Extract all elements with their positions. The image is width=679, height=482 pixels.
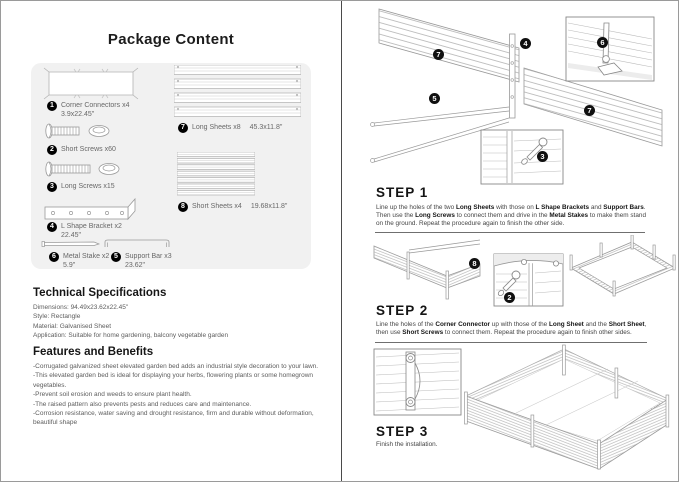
item-label: Metal Stake x2	[63, 253, 110, 260]
spec-line: Dimensions: 94.49x23.62x22.45"	[33, 304, 129, 311]
short-sheets-drawing	[177, 152, 255, 197]
item-number-badge: 5	[111, 252, 121, 262]
step2-heading: STEP 2	[376, 303, 429, 318]
item-label: Corner Connectors x4	[61, 102, 130, 109]
technical-specifications-section	[33, 287, 323, 341]
item-number-badge: 7	[178, 123, 188, 133]
item-dims: 23.62"	[125, 262, 146, 269]
feature-line: -Prevent soil erosion and weeds to ensure plant health.	[33, 391, 192, 399]
item-dims: 19.68x11.8"	[250, 203, 288, 210]
step2-text: Line the holes of the Corner Connector up with those of the Long Sheet and the Short Sheet, then use Short Screws to connect them. Repeat the procedure again to finish other sides.	[376, 321, 647, 336]
package-item-long-sheets	[178, 123, 282, 133]
item-label: L Shape Bracket x2	[61, 223, 122, 230]
item-number-badge: 8	[178, 202, 188, 212]
diagram-badge-long-sheet-2: 7	[584, 105, 595, 116]
long-sheets-drawing	[174, 65, 301, 118]
diagram-badge-short-sheet: 8	[469, 258, 480, 269]
step1-text: Line up the holes of the two Long Sheets with those on L Shape Brackets and Support Bars. Then use the Long Screws to connect them and drive in the Metal Stakes to make them stand on the ground. Repeat the procedure again to finish the other side.	[376, 204, 646, 227]
item-number-badge: 6	[49, 252, 59, 262]
diagram-badge-support-bar: 5	[429, 93, 440, 104]
diagram-badge-long-screw: 3	[537, 151, 548, 162]
package-item-short-sheets	[178, 202, 287, 212]
diagram-badge-metal-stake: 6	[597, 37, 608, 48]
item-number-badge: 3	[47, 182, 57, 192]
features-section	[33, 346, 323, 428]
diagram-badge-short-screw: 2	[504, 292, 515, 303]
corner-connector-drawing	[43, 67, 139, 101]
package-item-corner-connectors	[47, 101, 129, 119]
package-item-metal-stake	[49, 252, 109, 270]
item-dims: 5.9"	[63, 262, 76, 269]
item-number-badge: 2	[47, 145, 57, 155]
item-label: Short Screws x60	[61, 146, 116, 153]
support-bar-drawing	[103, 237, 171, 249]
item-label: Support Bar x3	[125, 253, 172, 260]
feature-line: -The raised pattern also prevents pests and reduces care and maintenance.	[33, 400, 252, 408]
feature-line: -This elevated garden bed is ideal for displaying your herbs, flowering plants or some homegrown vegetables.	[33, 372, 314, 389]
item-dims: 45.3x11.8"	[249, 124, 283, 131]
l-shape-bracket-drawing	[43, 197, 141, 221]
step3-finished-diagram	[346, 341, 676, 471]
diagram-badge-l-bracket: 4	[520, 38, 531, 49]
step1-heading: STEP 1	[376, 185, 429, 200]
tech-specs-heading: Technical Specifications	[33, 287, 167, 299]
diagram-badge-long-sheet: 7	[433, 49, 444, 60]
spec-line: Material: Galvanised Sheet	[33, 322, 112, 330]
metal-stake-drawing	[41, 239, 101, 249]
section-divider	[375, 232, 645, 233]
spec-line: Application: Suitable for home gardening, balcony vegetable garden	[33, 332, 229, 340]
package-item-long-screws	[47, 182, 115, 192]
package-item-short-screws	[47, 145, 116, 155]
package-content-panel	[31, 63, 311, 269]
feature-line: -Corrosion resistance, water saving and drought resistance, firm and durable without deformation, beautiful shape	[33, 410, 314, 427]
short-screw-drawing	[43, 121, 115, 141]
feature-line: -Corrugated galvanized sheet elevated garden bed adds an industrial style decoration to your lawn.	[33, 363, 319, 370]
package-item-support-bar	[111, 252, 172, 270]
item-label: Short Sheets x4	[192, 203, 242, 210]
spec-line: Style: Rectangle	[33, 313, 81, 321]
features-heading: Features and Benefits	[33, 346, 154, 358]
step3-heading: STEP 3	[376, 424, 429, 439]
long-screw-drawing	[43, 159, 125, 179]
item-dims: 22.45"	[61, 232, 82, 239]
item-label: Long Sheets x8	[192, 124, 241, 131]
page-divider	[341, 1, 342, 481]
item-number-badge: 4	[47, 222, 57, 232]
page-title: Package Content	[107, 31, 235, 48]
item-dims: 3.9x22.45"	[61, 111, 95, 118]
step3-text: Finish the installation.	[376, 441, 438, 448]
item-number-badge: 1	[47, 101, 57, 111]
step1-assembly-diagram	[346, 1, 676, 185]
item-label: Long Screws x15	[61, 183, 115, 190]
